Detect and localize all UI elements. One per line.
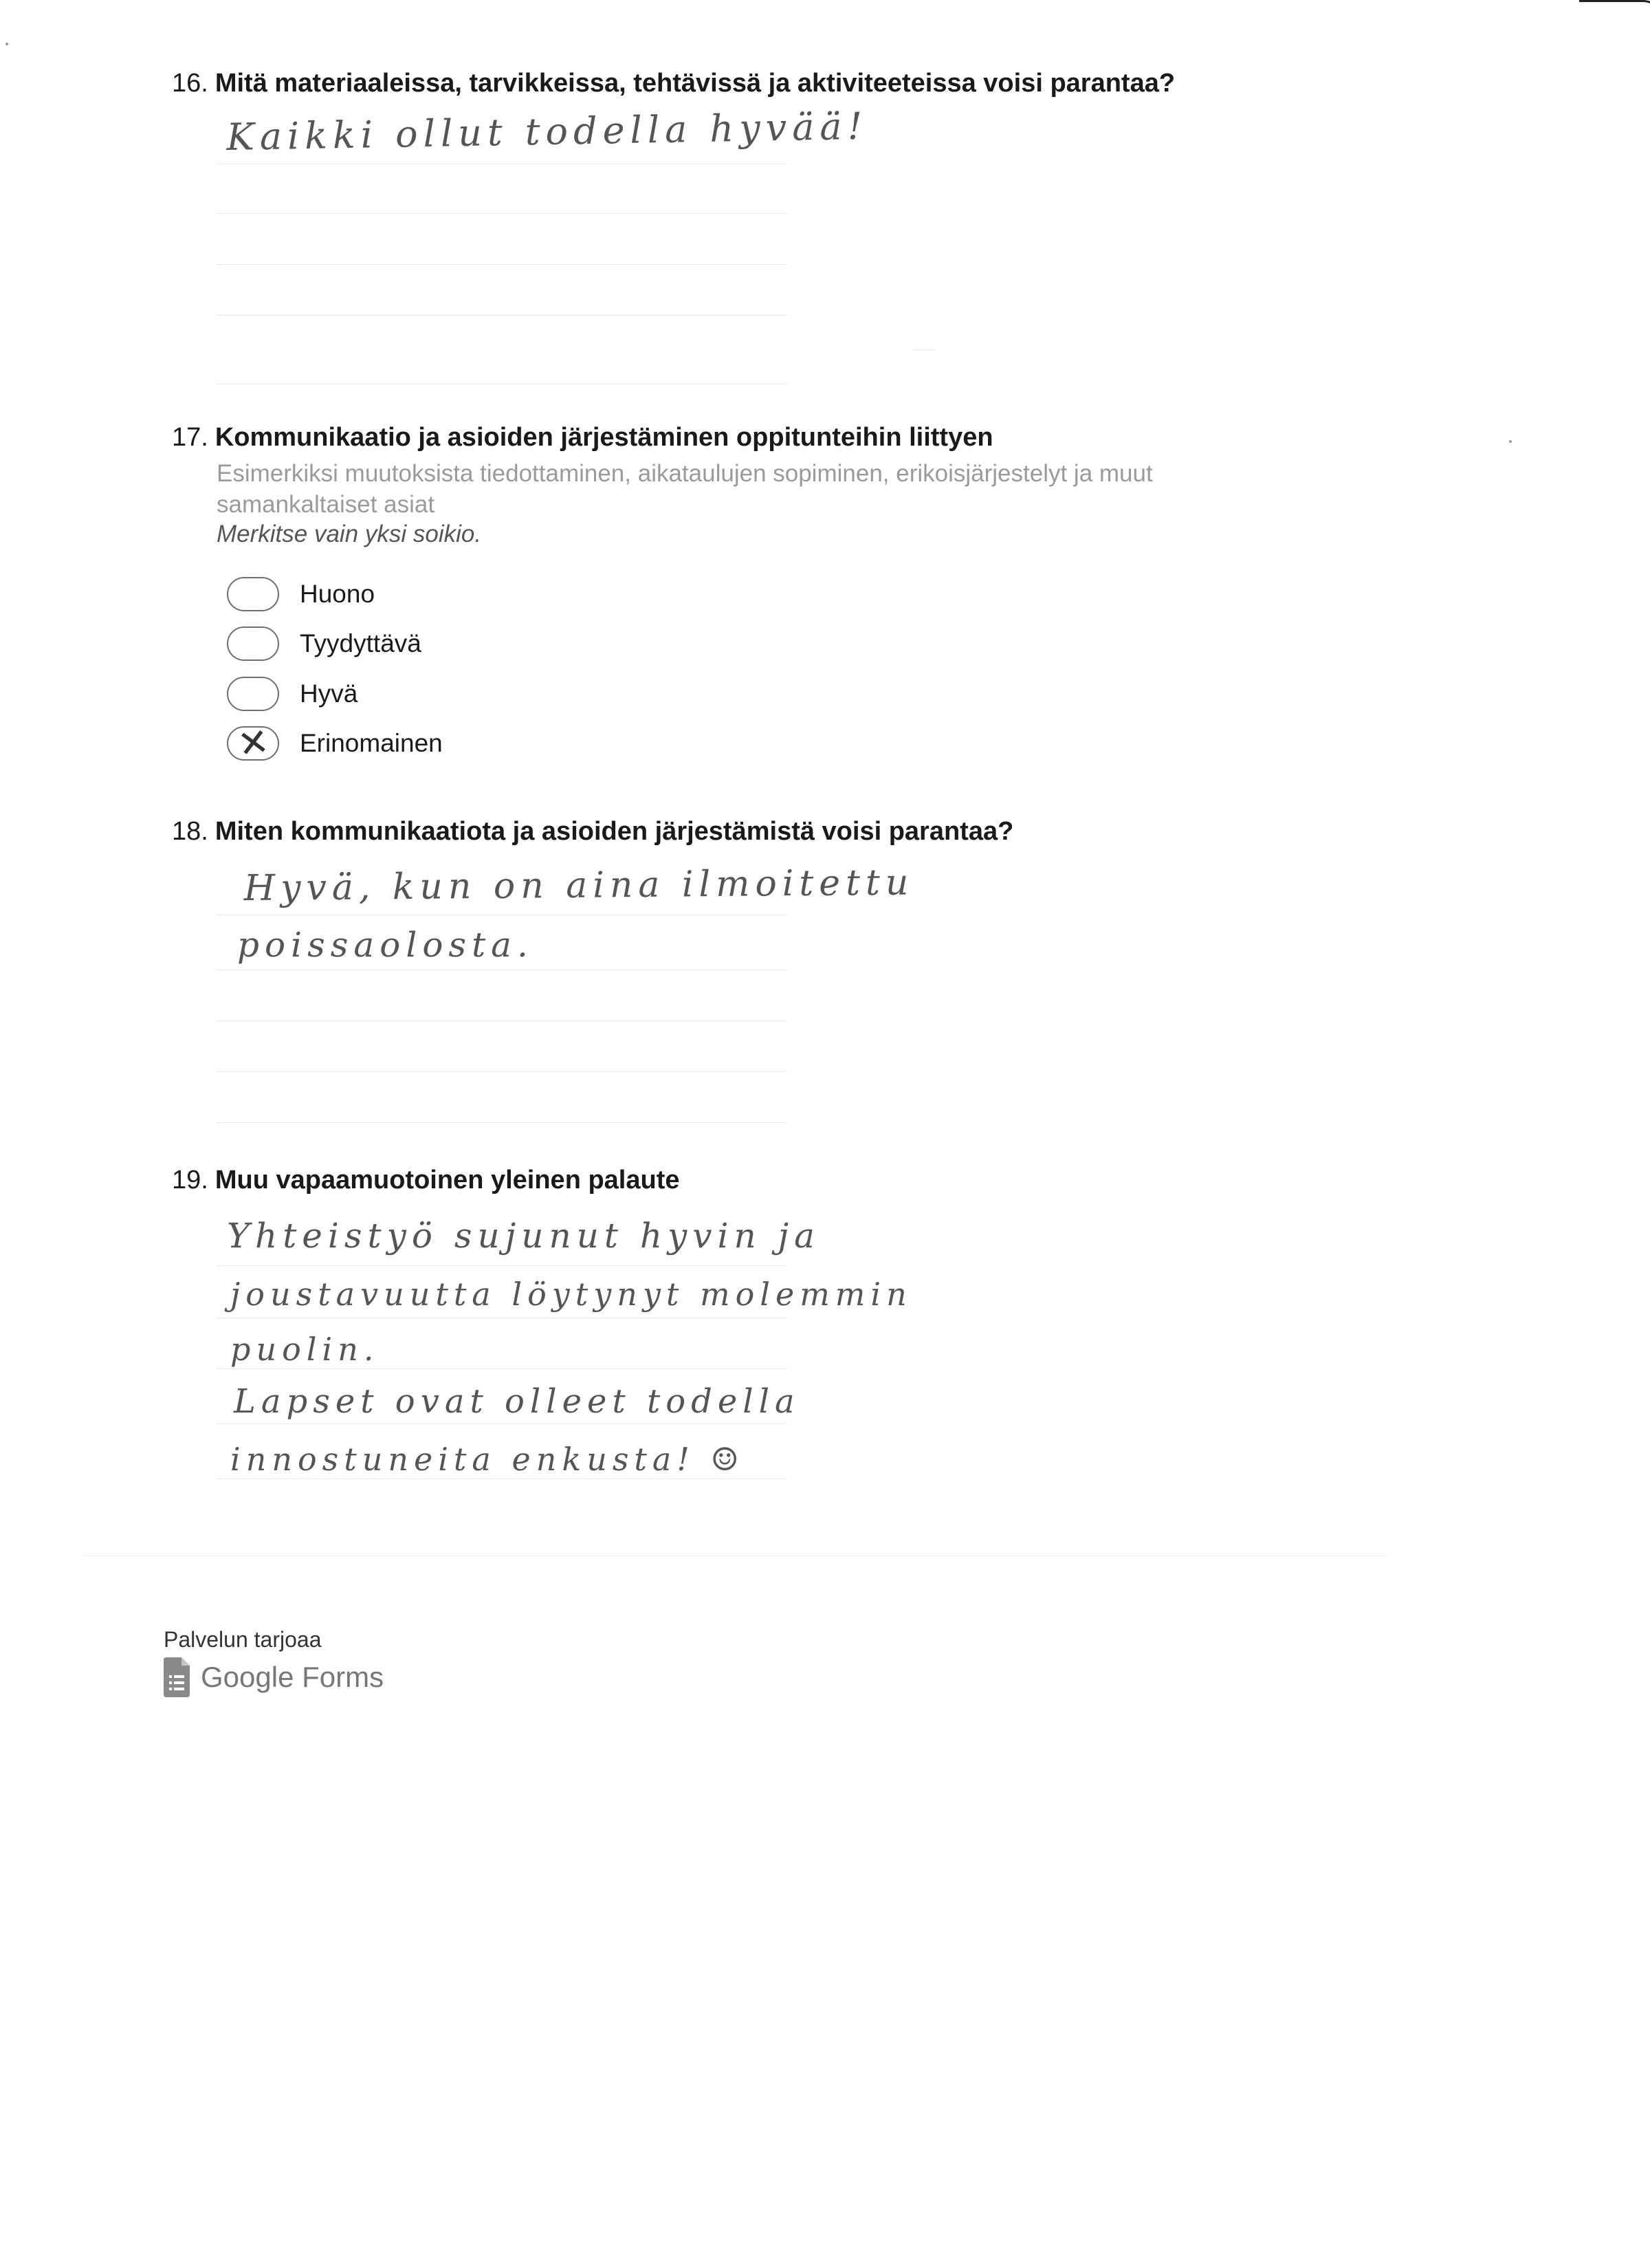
question-text: Miten kommunikaatiota ja asioiden järjestämistä voisi parantaa? [214, 817, 1014, 846]
radio-oval-selected[interactable] [227, 719, 279, 767]
option-label: Hyvä [300, 679, 358, 708]
question-number: 19. [172, 1166, 208, 1195]
scan-speck [1509, 440, 1512, 443]
option-erinomainen[interactable] [227, 719, 443, 767]
google-forms-icon [164, 1657, 190, 1697]
radio-oval[interactable] [227, 626, 279, 661]
handwritten-answer-18-line-2: poissaolosta. [237, 925, 534, 965]
option-tyydyttava[interactable] [227, 626, 421, 662]
question-17-hint: Merkitse vain yksi soikio. [217, 521, 482, 547]
option-label: Erinomainen [300, 729, 443, 757]
handwritten-answer-19-line-4: Lapset ovat olleet todella [234, 1382, 800, 1421]
handwritten-answer-18-line-1: Hyvä, kun on aina ilmoitettu [243, 862, 914, 909]
answer-rule-line [217, 264, 787, 265]
question-number: 16. [172, 69, 208, 98]
handwritten-answer-16-line-1: Kaikki ollut todella hyvää! [226, 104, 868, 159]
answer-rule-line [217, 315, 787, 316]
option-label: Huono [300, 580, 375, 608]
question-19-title [172, 1166, 680, 1195]
radio-oval[interactable] [227, 577, 279, 611]
answer-rule-line [217, 213, 787, 214]
option-label: Tyydyttävä [300, 629, 421, 657]
option-hyva[interactable] [227, 676, 358, 712]
handwritten-answer-19-line-5: innostuneita enkusta! ☺ [230, 1441, 745, 1478]
scan-page-edge [1579, 0, 1650, 30]
answer-rule-line [217, 1265, 787, 1266]
question-number: 17. [172, 423, 208, 452]
question-16-title [172, 69, 1175, 98]
question-17-description-line-2: samankaltaiset asiat [217, 491, 435, 518]
question-text: Mitä materiaaleissa, tarvikkeissa, tehtävissä ja aktiviteeteissa voisi parantaa? [214, 69, 1176, 98]
question-number: 18. [172, 817, 208, 846]
google-forms-brand [164, 1657, 384, 1697]
answer-rule-line [914, 349, 935, 350]
scan-speck [6, 43, 8, 45]
question-text: Muu vapaamuotoinen yleinen palaute [214, 1166, 680, 1195]
question-17-title [172, 423, 993, 452]
cross-mark-icon: ✕ [234, 719, 272, 767]
radio-oval[interactable] [227, 677, 279, 711]
brand-name: Google Forms [201, 1661, 384, 1693]
answer-rule-line [217, 1071, 787, 1072]
option-huono[interactable] [227, 576, 375, 612]
handwritten-answer-19-line-2: joustavuutta löytynyt molemmin [230, 1276, 912, 1313]
question-18-title [172, 817, 1013, 847]
answer-rule-line [217, 1122, 787, 1123]
footer-provided-by: Palvelun tarjoaa [164, 1627, 322, 1652]
question-text: Kommunikaatio ja asioiden järjestäminen oppitunteihin liittyen [214, 423, 993, 452]
question-17-description-line-1: Esimerkiksi muutoksista tiedottaminen, aikataulujen sopiminen, erikoisjärjestelyt ja muut [217, 460, 1153, 487]
handwritten-answer-19-line-1: Yhteistyö sujunut hyvin ja [227, 1216, 820, 1256]
handwritten-answer-19-line-3: puolin. [230, 1331, 380, 1368]
